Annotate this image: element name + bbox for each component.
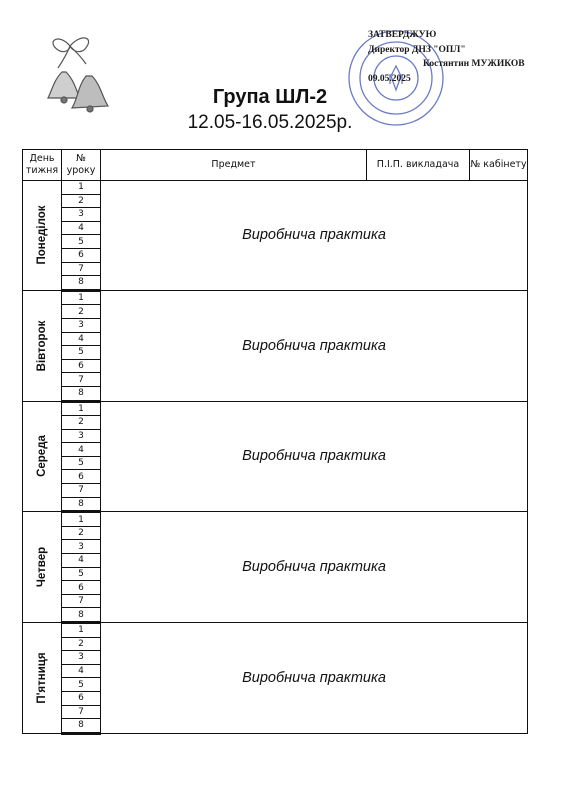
lesson-number: 5 xyxy=(62,678,101,692)
lesson-number: 1 xyxy=(62,290,101,305)
header-row xyxy=(23,150,528,181)
lesson-number: 6 xyxy=(62,581,101,595)
day-name: Вівторок xyxy=(36,320,48,371)
col-day-header: День тижня xyxy=(23,150,62,181)
day-name-cell xyxy=(23,512,62,623)
lesson-number: 7 xyxy=(62,594,101,608)
lesson-number: 3 xyxy=(62,429,101,443)
lesson-number: 2 xyxy=(62,637,101,651)
col-teacher-header: П.І.П. викладача xyxy=(367,150,470,181)
lesson-number: 2 xyxy=(62,305,101,319)
group-title: Група ШЛ-2 xyxy=(212,86,328,108)
schedule-dates: 12.05-16.05.2025р. xyxy=(187,112,353,133)
lesson-number: 8 xyxy=(62,386,101,401)
day-name-cell xyxy=(23,401,62,512)
day-name-cell xyxy=(23,623,62,734)
day-name: П'ятниця xyxy=(36,652,48,704)
subject-cell: Виробнича практика xyxy=(101,181,528,291)
lesson-number: 3 xyxy=(62,208,101,222)
subject-cell: Виробнича практика xyxy=(101,623,528,734)
approval-line-position: Директор ДНЗ "ОПЛ" xyxy=(368,44,466,55)
day-name: Понеділок xyxy=(36,205,48,265)
lesson-number: 7 xyxy=(62,373,101,387)
approval-line-name: Костянтин МУЖИКОВ xyxy=(423,59,525,69)
subject-cell: Виробнича практика xyxy=(101,401,528,512)
bells-logo xyxy=(40,28,140,120)
lesson-number: 6 xyxy=(62,248,101,262)
lesson-number: 4 xyxy=(62,664,101,678)
lesson-number: 1 xyxy=(62,401,101,416)
lesson-row xyxy=(23,290,528,305)
lesson-number: 1 xyxy=(62,623,101,638)
subject-cell: Виробнича практика xyxy=(101,512,528,623)
lesson-number: 5 xyxy=(62,235,101,249)
lesson-number: 4 xyxy=(62,332,101,346)
lesson-row xyxy=(23,401,528,416)
lesson-number: 7 xyxy=(62,484,101,498)
lesson-number: 6 xyxy=(62,470,101,484)
subject-cell: Виробнича практика xyxy=(101,290,528,401)
day-name-cell xyxy=(23,181,62,291)
lesson-number: 1 xyxy=(62,512,101,527)
lesson-number: 7 xyxy=(62,262,101,276)
lesson-number: 5 xyxy=(62,346,101,360)
schedule-table xyxy=(22,149,528,735)
col-lesson-number-header: № уроку xyxy=(62,150,101,181)
lesson-number: 6 xyxy=(62,691,101,705)
lesson-row xyxy=(23,181,528,195)
lesson-number: 5 xyxy=(62,567,101,581)
day-name: Четвер xyxy=(36,546,48,588)
col-room-header: № кабінету xyxy=(470,150,528,181)
lesson-number: 1 xyxy=(62,181,101,195)
approval-block xyxy=(368,28,525,86)
lesson-number: 5 xyxy=(62,456,101,470)
lesson-number: 8 xyxy=(62,497,101,512)
lesson-number: 4 xyxy=(62,443,101,457)
lesson-row xyxy=(23,623,528,638)
lesson-number: 2 xyxy=(62,416,101,430)
day-name-cell xyxy=(23,290,62,401)
lesson-number: 2 xyxy=(62,194,101,208)
approval-line-date: 09.05.2025 xyxy=(368,73,411,84)
lesson-number: 6 xyxy=(62,359,101,373)
lesson-number: 7 xyxy=(62,705,101,719)
day-name: Середа xyxy=(36,435,48,478)
approval-line-approved: ЗАТВЕРДЖУЮ xyxy=(368,30,437,40)
lesson-number: 8 xyxy=(62,719,101,734)
lesson-number: 2 xyxy=(62,526,101,540)
lesson-number: 8 xyxy=(62,608,101,623)
lesson-number: 3 xyxy=(62,318,101,332)
lesson-number: 8 xyxy=(62,276,101,291)
lesson-number: 3 xyxy=(62,540,101,554)
lesson-number: 4 xyxy=(62,221,101,235)
lesson-row xyxy=(23,512,528,527)
col-subject-header: Предмет xyxy=(101,150,367,181)
lesson-number: 4 xyxy=(62,554,101,568)
lesson-number: 3 xyxy=(62,651,101,665)
